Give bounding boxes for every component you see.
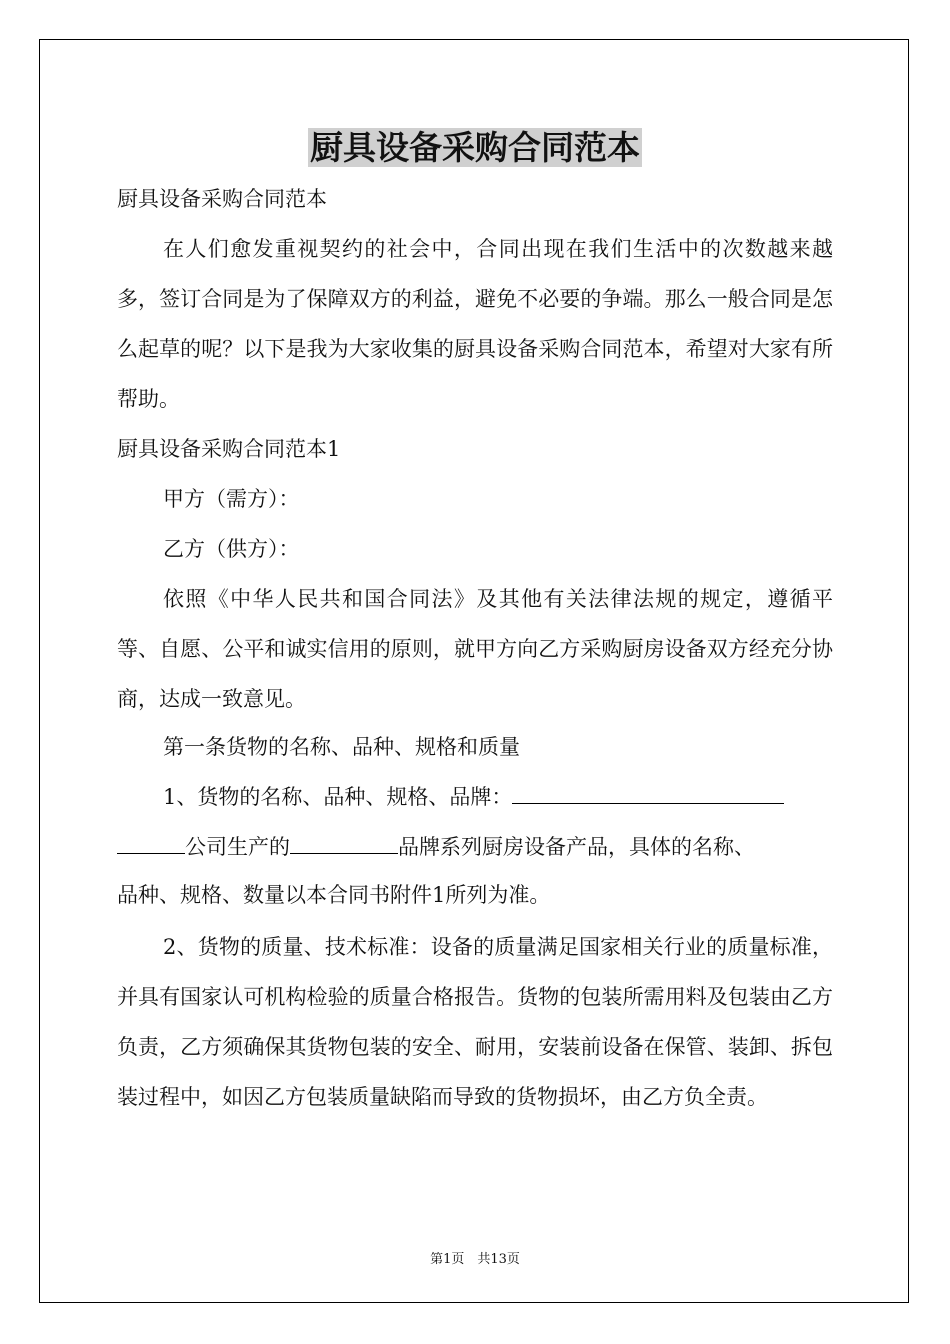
brand-series-blank-field[interactable]	[290, 835, 398, 854]
intro-paragraph: 在人们愈发重视契约的社会中，合同出现在我们生活中的次数越来越多，签订合同是为了保障双方的利益，避免不必要的争端。那么一般合同是怎么起草的呢？以下是我为大家收集的厨具设备采购合同范本，希望对大家有所帮助。	[117, 237, 833, 411]
party-a-line: 甲方（需方）：	[163, 487, 300, 511]
clause-1-suffix: 品牌系列厨房设备产品，具体的名称、	[398, 835, 755, 859]
company-blank-field[interactable]	[117, 835, 185, 854]
article-1-heading: 第一条货物的名称、品种、规格和质量	[163, 735, 520, 759]
clause-1-line-2	[117, 822, 833, 872]
document-title: 厨具设备采购合同范本	[310, 128, 640, 167]
clause-1-mid: 公司生产的	[185, 835, 290, 859]
party-b-line: 乙方（供方）：	[163, 537, 300, 561]
brand-blank-field[interactable]	[512, 785, 784, 804]
clause-1-line-3: 品种、规格、数量以本合同书附件1所列为准。	[117, 883, 551, 907]
clause-1-line-1	[117, 772, 833, 822]
clause-1-prefix: 1、货物的名称、品种、规格、品牌：	[163, 785, 513, 809]
section-heading: 厨具设备采购合同范本1	[117, 437, 341, 461]
clause-2-paragraph: 2、货物的质量、技术标准：设备的质量满足国家相关行业的质量标准，并具有国家认可机构检验的质量合格报告。货物的包装所需用料及包装由乙方负责，乙方须确保其货物包装的安全、耐用，安装前设备在保管、装卸、拆包装过程中，如因乙方包装质量缺陷而导致的货物损坏，由乙方负全责。	[117, 935, 833, 1109]
document-subtitle: 厨具设备采购合同范本	[117, 187, 327, 211]
basis-paragraph: 依照《中华人民共和国合同法》及其他有关法律法规的规定，遵循平等、自愿、公平和诚实信用的原则，就甲方向乙方采购厨房设备双方经充分协商，达成一致意见。	[117, 587, 833, 711]
page-footer: 第1页 共13页	[430, 1252, 520, 1267]
